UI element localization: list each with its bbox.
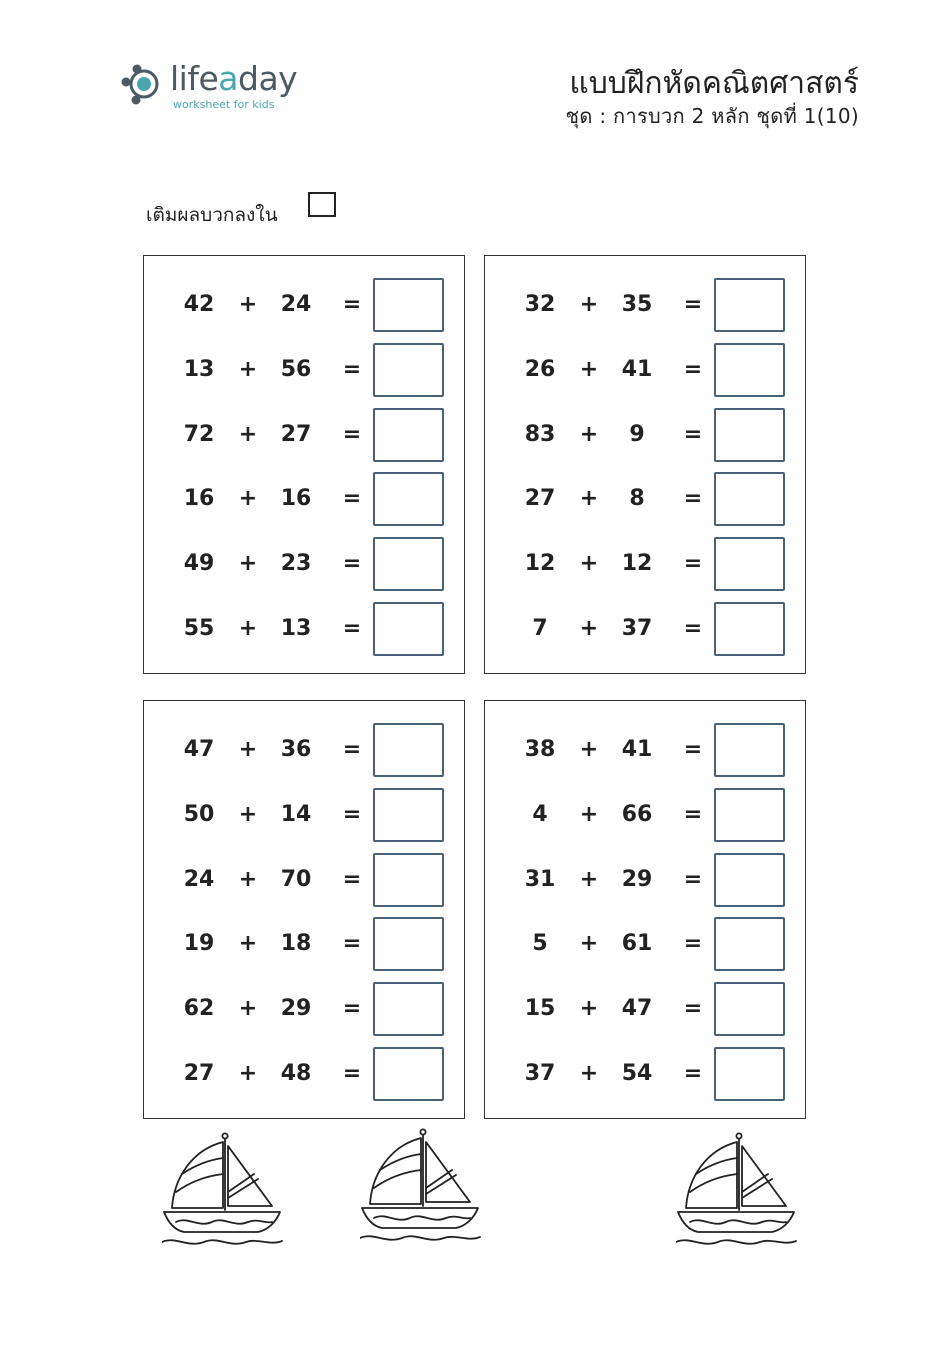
answer-box[interactable] <box>714 853 785 907</box>
equals-sign: = <box>683 931 703 956</box>
first-addend: 42 <box>183 292 215 317</box>
addition-problem <box>485 722 805 777</box>
first-addend: 7 <box>532 616 548 641</box>
first-addend: 32 <box>524 292 556 317</box>
worksheet-subtitle: ชุด : การบวก 2 หลัก ชุดที่ 1(10) <box>565 104 859 128</box>
first-addend: 12 <box>524 551 556 576</box>
instruction-text: เติมผลบวกลงใน <box>146 204 278 226</box>
second-addend: 8 <box>629 486 645 511</box>
answer-box[interactable] <box>373 343 444 397</box>
first-addend: 37 <box>524 1061 556 1086</box>
first-addend: 49 <box>183 551 215 576</box>
equals-sign: = <box>683 422 703 447</box>
plus-sign: + <box>579 486 599 511</box>
addition-problem <box>485 981 805 1036</box>
equals-sign: = <box>342 292 362 317</box>
answer-box[interactable] <box>373 788 444 842</box>
first-addend: 62 <box>183 996 215 1021</box>
plus-sign: + <box>238 292 258 317</box>
first-addend: 72 <box>183 422 215 447</box>
answer-box[interactable] <box>714 1047 785 1101</box>
equals-sign: = <box>683 616 703 641</box>
plus-sign: + <box>579 867 599 892</box>
equals-sign: = <box>342 551 362 576</box>
answer-box[interactable] <box>714 408 785 462</box>
second-addend: 47 <box>621 996 653 1021</box>
addition-problem <box>485 471 805 526</box>
plus-sign: + <box>579 551 599 576</box>
addition-problem <box>485 407 805 462</box>
second-addend: 36 <box>280 737 312 762</box>
first-addend: 47 <box>183 737 215 762</box>
second-addend: 29 <box>280 996 312 1021</box>
plus-sign: + <box>238 422 258 447</box>
answer-box[interactable] <box>373 408 444 462</box>
plus-sign: + <box>238 802 258 827</box>
equals-sign: = <box>342 616 362 641</box>
second-addend: 24 <box>280 292 312 317</box>
equals-sign: = <box>683 551 703 576</box>
second-addend: 14 <box>280 802 312 827</box>
plus-sign: + <box>579 422 599 447</box>
answer-box[interactable] <box>373 982 444 1036</box>
answer-box[interactable] <box>714 343 785 397</box>
problem-panel <box>143 700 465 1119</box>
plus-sign: + <box>238 867 258 892</box>
second-addend: 56 <box>280 357 312 382</box>
equals-sign: = <box>683 867 703 892</box>
problem-panel <box>484 700 806 1119</box>
equals-sign: = <box>683 486 703 511</box>
second-addend: 61 <box>621 931 653 956</box>
second-addend: 16 <box>280 486 312 511</box>
addition-problem <box>144 722 464 777</box>
first-addend: 27 <box>524 486 556 511</box>
answer-box[interactable] <box>373 853 444 907</box>
first-addend: 16 <box>183 486 215 511</box>
second-addend: 13 <box>280 616 312 641</box>
first-addend: 24 <box>183 867 215 892</box>
addition-problem <box>144 916 464 971</box>
first-addend: 31 <box>524 867 556 892</box>
second-addend: 41 <box>621 357 653 382</box>
second-addend: 12 <box>621 551 653 576</box>
sailboat-icon <box>676 1130 798 1254</box>
instruction-answer-box-sample <box>308 192 336 217</box>
addition-problem <box>485 916 805 971</box>
equals-sign: = <box>683 1061 703 1086</box>
first-addend: 50 <box>183 802 215 827</box>
second-addend: 35 <box>621 292 653 317</box>
plus-sign: + <box>238 357 258 382</box>
addition-problem <box>485 1046 805 1101</box>
first-addend: 19 <box>183 931 215 956</box>
first-addend: 38 <box>524 737 556 762</box>
sailboat-icon <box>360 1126 482 1250</box>
answer-box[interactable] <box>373 278 444 332</box>
answer-box[interactable] <box>373 1047 444 1101</box>
answer-box[interactable] <box>714 278 785 332</box>
addition-problem <box>485 277 805 332</box>
first-addend: 55 <box>183 616 215 641</box>
addition-problem <box>485 536 805 591</box>
plus-sign: + <box>238 486 258 511</box>
addition-problem <box>485 342 805 397</box>
addition-problem <box>144 277 464 332</box>
second-addend: 23 <box>280 551 312 576</box>
sailboat-icon <box>162 1130 284 1254</box>
second-addend: 54 <box>621 1061 653 1086</box>
addition-problem <box>144 601 464 656</box>
plus-sign: + <box>579 292 599 317</box>
plus-sign: + <box>579 1061 599 1086</box>
answer-box[interactable] <box>373 472 444 526</box>
equals-sign: = <box>683 802 703 827</box>
equals-sign: = <box>342 737 362 762</box>
second-addend: 29 <box>621 867 653 892</box>
plus-sign: + <box>238 737 258 762</box>
plus-sign: + <box>238 616 258 641</box>
first-addend: 4 <box>532 802 548 827</box>
answer-box[interactable] <box>714 982 785 1036</box>
problem-panel <box>484 255 806 674</box>
equals-sign: = <box>342 486 362 511</box>
molecule-logo-icon <box>120 60 168 108</box>
problem-panel <box>143 255 465 674</box>
equals-sign: = <box>342 357 362 382</box>
lifeaday-logo <box>120 58 310 114</box>
plus-sign: + <box>238 551 258 576</box>
logo-tagline: worksheet for kids <box>173 98 275 111</box>
second-addend: 41 <box>621 737 653 762</box>
logo-wordmark: lifeaday <box>170 59 298 98</box>
second-addend: 66 <box>621 802 653 827</box>
addition-problem <box>485 852 805 907</box>
second-addend: 9 <box>629 422 645 447</box>
second-addend: 70 <box>280 867 312 892</box>
plus-sign: + <box>579 616 599 641</box>
plus-sign: + <box>579 996 599 1021</box>
addition-problem <box>144 407 464 462</box>
equals-sign: = <box>342 1061 362 1086</box>
addition-problem <box>144 471 464 526</box>
addition-problem <box>144 787 464 842</box>
answer-box[interactable] <box>373 917 444 971</box>
equals-sign: = <box>342 931 362 956</box>
first-addend: 83 <box>524 422 556 447</box>
equals-sign: = <box>342 867 362 892</box>
answer-box[interactable] <box>373 723 444 777</box>
equals-sign: = <box>342 802 362 827</box>
worksheet-title: แบบฝึกหัดคณิตศาสตร์ <box>569 66 859 101</box>
addition-problem <box>144 536 464 591</box>
answer-box[interactable] <box>714 472 785 526</box>
equals-sign: = <box>683 996 703 1021</box>
equals-sign: = <box>683 357 703 382</box>
first-addend: 13 <box>183 357 215 382</box>
plus-sign: + <box>579 357 599 382</box>
equals-sign: = <box>683 737 703 762</box>
second-addend: 27 <box>280 422 312 447</box>
second-addend: 48 <box>280 1061 312 1086</box>
first-addend: 26 <box>524 357 556 382</box>
plus-sign: + <box>238 1061 258 1086</box>
answer-box[interactable] <box>714 788 785 842</box>
first-addend: 27 <box>183 1061 215 1086</box>
equals-sign: = <box>683 292 703 317</box>
answer-box[interactable] <box>714 537 785 591</box>
answer-box[interactable] <box>373 537 444 591</box>
addition-problem <box>485 787 805 842</box>
addition-problem <box>144 981 464 1036</box>
first-addend: 15 <box>524 996 556 1021</box>
plus-sign: + <box>579 737 599 762</box>
answer-box[interactable] <box>714 723 785 777</box>
equals-sign: = <box>342 422 362 447</box>
first-addend: 5 <box>532 931 548 956</box>
addition-problem <box>485 601 805 656</box>
plus-sign: + <box>579 931 599 956</box>
plus-sign: + <box>579 802 599 827</box>
addition-problem <box>144 1046 464 1101</box>
addition-problem <box>144 342 464 397</box>
equals-sign: = <box>342 996 362 1021</box>
answer-box[interactable] <box>373 602 444 656</box>
second-addend: 37 <box>621 616 653 641</box>
addition-problem <box>144 852 464 907</box>
answer-box[interactable] <box>714 917 785 971</box>
answer-box[interactable] <box>714 602 785 656</box>
plus-sign: + <box>238 931 258 956</box>
plus-sign: + <box>238 996 258 1021</box>
second-addend: 18 <box>280 931 312 956</box>
